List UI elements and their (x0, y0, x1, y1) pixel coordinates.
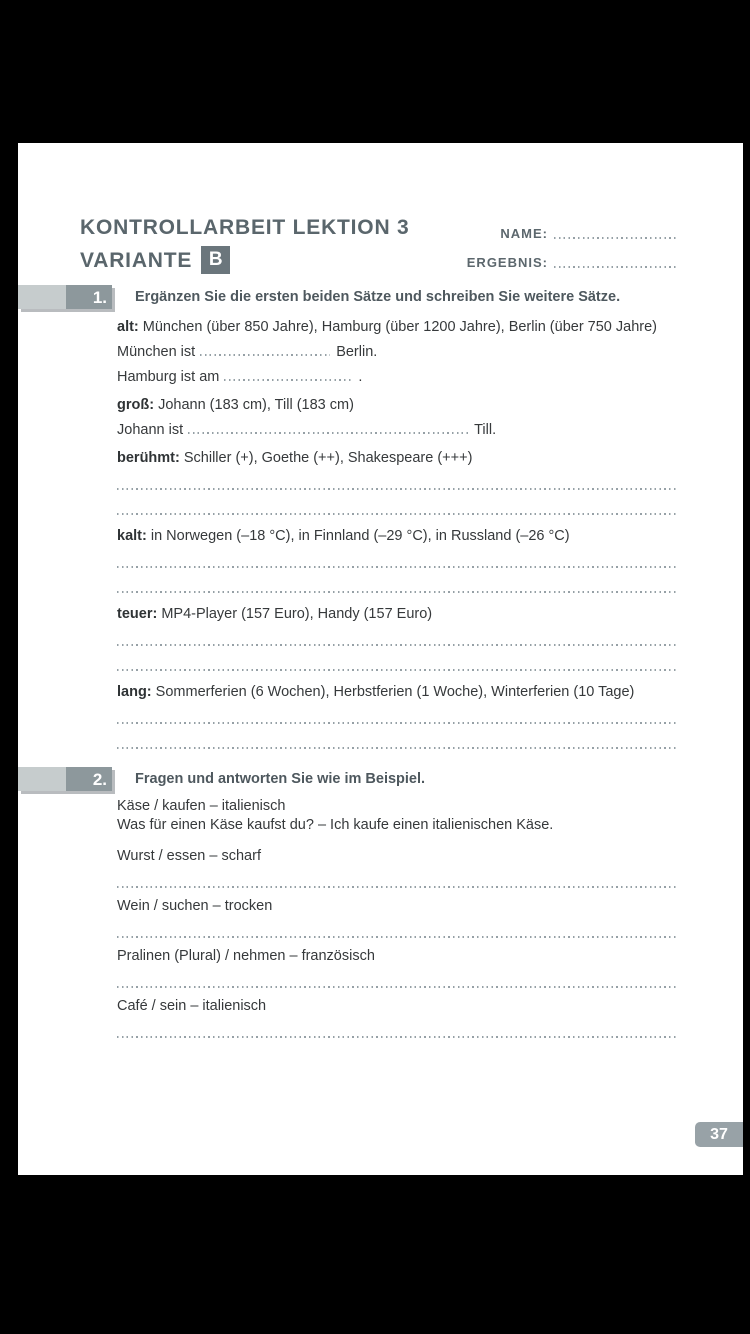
section-2-number-bar (18, 767, 112, 791)
result-label: ERGEBNIS: (466, 255, 548, 270)
task-kalt-text: in Norwegen (–18 °C), in Finnland (–29 °C), in Russland (–26 °C) (150, 528, 570, 544)
section-1-number: 1. (66, 285, 112, 309)
fill-post: Till. (474, 422, 497, 438)
section-2-heading: Fragen und antworten Sie wie im Beispiel. (135, 771, 426, 787)
prompt-wurst: Wurst / essen – scharf (117, 848, 261, 864)
prompt-wein: Wein / suchen – trocken (117, 898, 273, 914)
answer-line (117, 730, 676, 755)
task-gross (117, 393, 676, 418)
worksheet-page (18, 143, 743, 1175)
section-1-heading: Ergänzen Sie die ersten beiden Sätze und schreiben Sie weitere Sätze. (135, 289, 621, 305)
section-1-number-bar (18, 285, 112, 309)
fill-pre: Hamburg ist am (117, 369, 220, 385)
answer-line (117, 471, 676, 496)
result-fill-line (554, 266, 676, 268)
answer-blank (200, 354, 330, 356)
answer-line (117, 919, 676, 944)
answer-line (117, 1019, 676, 1044)
prompt-pralinen: Pralinen (Plural) / nehmen – französisch (117, 948, 375, 964)
example-block (117, 797, 676, 835)
fill-line-johann (117, 418, 676, 443)
section-2-content (117, 797, 676, 1044)
name-fill-line (554, 237, 676, 239)
answer-line (117, 652, 676, 677)
task-teuer (117, 602, 676, 627)
name-row (460, 218, 676, 242)
task-alt-text: München (über 850 Jahre), Hamburg (über 1200 Jahre), Berlin (über 750 Jahre) (142, 319, 658, 335)
task-alt-keyword: alt: (117, 319, 139, 335)
section-1-content (117, 315, 676, 755)
answer-line (117, 969, 676, 994)
task-teuer-text: MP4-Player (157 Euro), Handy (157 Euro) (161, 606, 433, 622)
answer-line (117, 496, 676, 521)
prompt-cafe: Café / sein – italienisch (117, 998, 267, 1014)
answer-blank (188, 432, 468, 434)
task-lang (117, 680, 676, 705)
section-2-number: 2. (66, 767, 112, 791)
task-beruehmt-keyword: berühmt: (117, 450, 180, 466)
section-bar-accent (18, 285, 66, 309)
task-beruehmt (117, 446, 676, 471)
answer-blank (224, 379, 352, 381)
page-number-badge: 37 (695, 1122, 743, 1147)
fill-post: Berlin. (336, 344, 378, 360)
task-lang-text: Sommerferien (6 Wochen), Herbstferien (1 Woche), Winterferien (10 Tage) (155, 684, 635, 700)
variant-label: VARIANTE (80, 248, 193, 272)
answer-line (117, 549, 676, 574)
task-kalt-keyword: kalt: (117, 528, 147, 544)
worksheet-header (18, 143, 743, 274)
example-line-1: Käse / kaufen – italienisch (117, 798, 286, 814)
page-title: KONTROLLARBEIT LEKTION 3 (80, 216, 410, 239)
task-lang-keyword: lang: (117, 684, 152, 700)
section-bar-accent (18, 767, 66, 791)
task-kalt (117, 524, 676, 549)
variant-b-badge: B (201, 246, 230, 274)
variant-row (80, 246, 460, 274)
section-2-header (18, 767, 743, 791)
section-1-header (18, 285, 743, 309)
task-teuer-keyword: teuer: (117, 606, 158, 622)
name-result-block (460, 215, 676, 271)
task-gross-text: Johann (183 cm), Till (183 cm) (158, 397, 354, 413)
answer-line (117, 869, 676, 894)
answer-line (117, 627, 676, 652)
name-label: NAME: (500, 226, 548, 241)
fill-line-muenchen (117, 340, 676, 365)
fill-pre: Johann ist (117, 422, 184, 438)
task-beruehmt-text: Schiller (+), Goethe (++), Shakespeare (+++) (183, 450, 473, 466)
result-row (460, 247, 676, 271)
answer-line (117, 705, 676, 730)
task-alt (117, 315, 676, 340)
fill-post: . (358, 369, 363, 385)
answer-line (117, 574, 676, 599)
fill-pre: München ist (117, 344, 196, 360)
title-block (80, 215, 460, 274)
example-line-2: Was für einen Käse kaufst du? – Ich kaufe einen italienischen Käse. (117, 817, 554, 833)
fill-line-hamburg (117, 365, 676, 390)
task-gross-keyword: groß: (117, 397, 155, 413)
